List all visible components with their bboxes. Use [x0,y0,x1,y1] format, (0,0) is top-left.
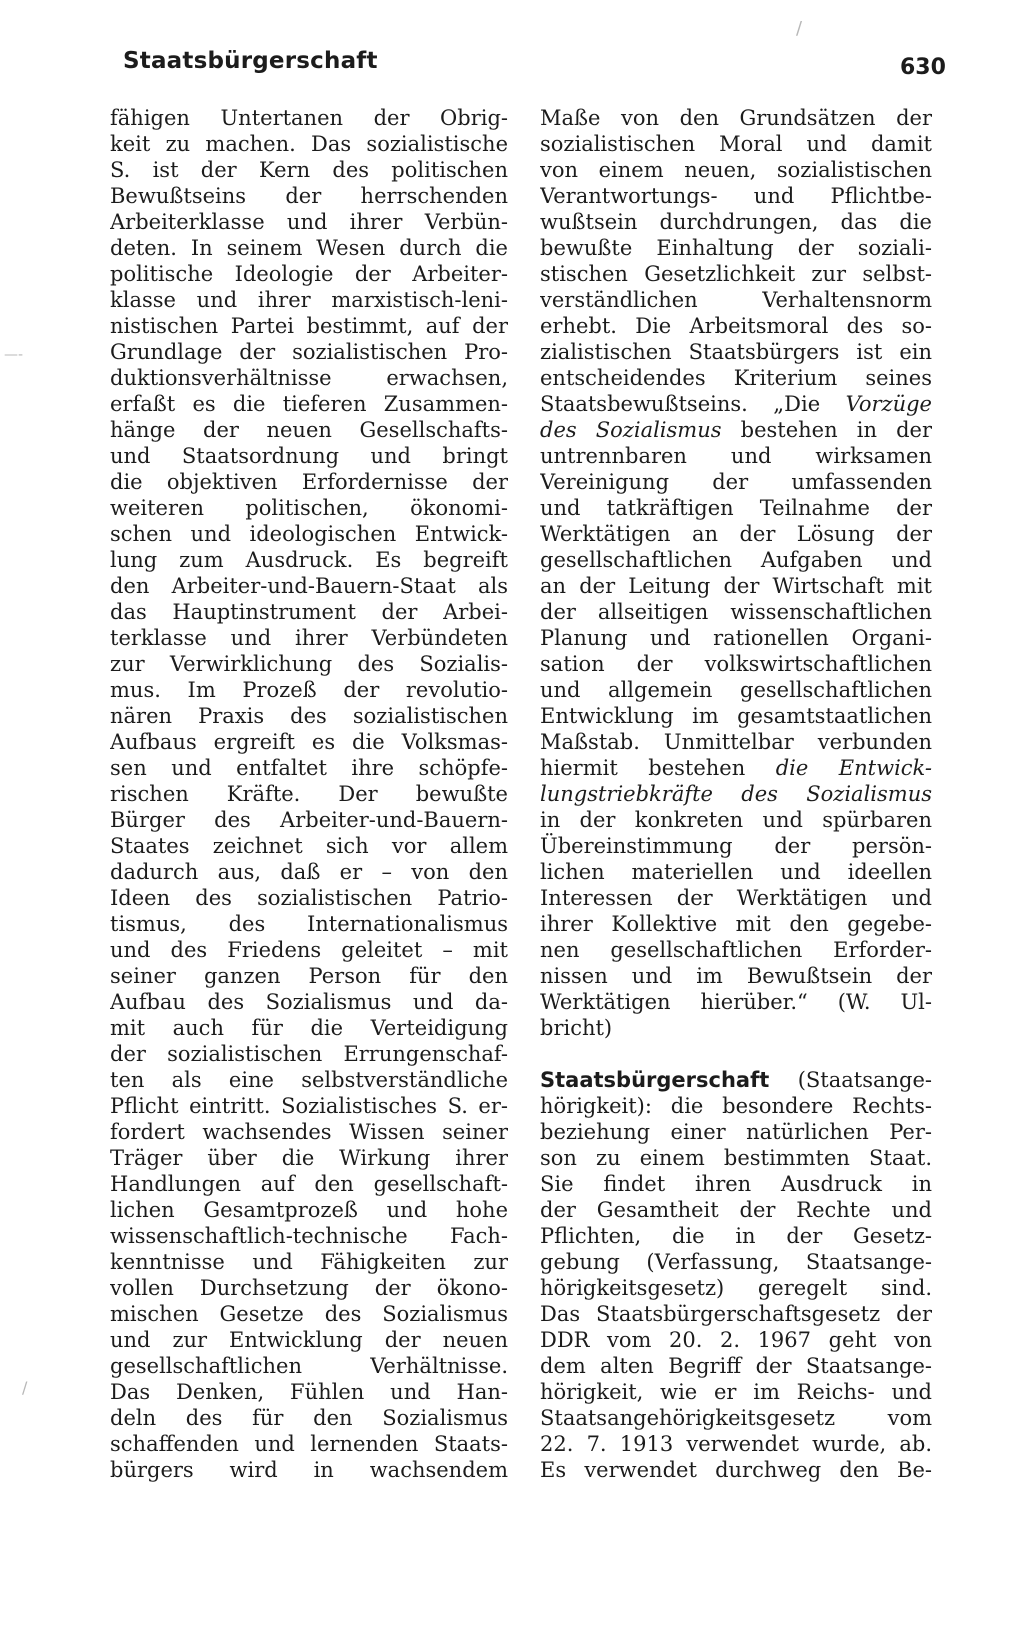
text-line: und Staatsordnung und bringt [110,444,508,468]
text-line: Übereinstimmung der persön- [540,834,932,858]
text-line: die objektiven Erfordernisse der [110,470,508,494]
text-line: in der konkreten und spürbaren [540,808,932,832]
text-line: klasse und ihrer marxistisch-leni- [110,288,508,312]
text-line: wußtsein durchdrungen, das die [540,210,932,234]
text-line: tismus, des Internationalismus [110,912,508,936]
text-run: Staatsbewußtseins. „Die [540,392,846,416]
scan-mark: —- [4,347,24,363]
text-line: Aufbaus ergreift es die Volksmas- [110,730,508,754]
text-line: duktionsverhältnisse erwachsen, [110,366,508,390]
text-line: und tatkräftigen Teilnahme der [540,496,932,520]
text-line: nissen und im Bewußtsein der [540,964,932,988]
text-line: mit auch für die Verteidigung [110,1016,508,1040]
text-line: hörigkeitsgesetz) geregelt sind. [540,1276,932,1300]
text-line: der sozialistischen Errungenschaf- [110,1042,508,1066]
emphasis-text: Vorzüge [845,392,932,416]
right-text-column [540,105,932,1483]
text-line: fähigen Untertanen der Obrig- [110,106,508,130]
text-run: (Staatsange- [769,1068,932,1092]
text-line: verständlichen Verhaltensnorm [540,288,932,312]
text-line: fordert wachsendes Wissen seiner [110,1120,508,1144]
text-line: Interessen der Werktätigen und [540,886,932,910]
running-header-title: Staatsbürgerschaft [123,48,378,74]
text-line: entscheidendes Kriterium seines [540,366,932,390]
emphasis-text: die Entwick- [775,756,932,780]
text-line [540,417,932,443]
text-line: Entwicklung im gesamtstaatlichen [540,704,932,728]
text-line: beziehung einer natürlichen Per- [540,1120,932,1144]
text-line: kenntnisse und Fähigkeiten zur [110,1250,508,1274]
text-line: Staates zeichnet sich vor allem [110,834,508,858]
entry-heading-line [540,1067,932,1093]
emphasis-text: des Sozialismus [540,418,722,442]
text-line: mischen Gesetze des Sozialismus [110,1302,508,1326]
text-line: deten. In seinem Wesen durch die [110,236,508,260]
text-line: das Hauptinstrument der Arbei- [110,600,508,624]
text-line: hänge der neuen Gesellschafts- [110,418,508,442]
text-line: politische Ideologie der Arbeiter- [110,262,508,286]
text-line: gebung (Verfassung, Staatsange- [540,1250,932,1274]
text-line: Das Denken, Fühlen und Han- [110,1380,508,1404]
text-line: sen und entfaltet ihre schöpfe- [110,756,508,780]
text-line: Pflicht eintritt. Sozialistisches S. er- [110,1094,508,1118]
text-line: terklasse und ihrer Verbündeten [110,626,508,650]
text-line: 22. 7. 1913 verwendet wurde, ab. [540,1432,932,1456]
text-line: Planung und rationellen Organi- [540,626,932,650]
text-line: Staatsangehörigkeitsgesetz vom [540,1406,932,1430]
text-line: lichen materiellen und ideellen [540,860,932,884]
entry-headword: Staatsbürgerschaft [540,1068,770,1092]
text-line: rischen Kräfte. Der bewußte [110,782,508,806]
text-line: mus. Im Prozeß der revolutio- [110,678,508,702]
scan-mark: / [22,1378,28,1397]
text-line: sation der volkswirtschaftlichen [540,652,932,676]
text-line: gesellschaftlichen Verhältnisse. [110,1354,508,1378]
text-line: der Gesamtheit der Rechte und [540,1198,932,1222]
text-line: erhebt. Die Arbeitsmoral des so- [540,314,932,338]
text-line: schaffenden und lernenden Staats- [110,1432,508,1456]
text-line: nen gesellschaftlichen Erforder- [540,938,932,962]
text-line: zur Verwirklichung des Sozialis- [110,652,508,676]
emphasis-text: lungstriebkräfte des Sozialismus [540,782,932,806]
text-line: der allseitigen wissenschaftlichen [540,600,932,624]
text-line: stischen Gesetzlichkeit zur selbst- [540,262,932,286]
text-line: nären Praxis des sozialistischen [110,704,508,728]
text-line: untrennbaren und wirksamen [540,444,932,468]
text-line: und des Friedens geleitet – mit [110,938,508,962]
text-line: DDR vom 20. 2. 1967 geht von [540,1328,932,1352]
text-line: Grundlage der sozialistischen Pro- [110,340,508,364]
text-line: Bewußtseins der herrschenden [110,184,508,208]
text-line: ten als eine selbstverständliche [110,1068,508,1092]
text-line: ihrer Kollektive mit den gegebe- [540,912,932,936]
text-line: Vereinigung der umfassenden [540,470,932,494]
text-line: bricht) [540,1016,613,1040]
text-line: Pflichten, die in der Gesetz- [540,1224,932,1248]
text-line: Bürger des Arbeiter-und-Bauern- [110,808,508,832]
text-line: vollen Durchsetzung der ökono- [110,1276,508,1300]
paragraph-gap [540,1041,932,1067]
text-line: erfaßt es die tieferen Zusammen- [110,392,508,416]
text-line: Ideen des sozialistischen Patrio- [110,886,508,910]
text-line: seiner ganzen Person für den [110,964,508,988]
text-line: dadurch aus, daß er – von den [110,860,508,884]
text-line [540,755,932,781]
text-line: an der Leitung der Wirtschaft mit [540,574,932,598]
text-line: gesellschaftlichen Aufgaben und [540,548,932,572]
text-line: schen und ideologischen Entwick- [110,522,508,546]
text-line: Maße von den Grundsätzen der [540,106,932,130]
text-line: dem alten Begriff der Staatsange- [540,1354,932,1378]
text-line: sozialistischen Moral und damit [540,132,932,156]
text-line: lichen Gesamtprozeß und hohe [110,1198,508,1222]
text-run: hiermit bestehen [540,756,776,780]
scan-mark: / [796,18,803,39]
text-line: Handlungen auf den gesellschaft- [110,1172,508,1196]
page-number: 630 [900,55,946,80]
text-line: den Arbeiter-und-Bauern-Staat als [110,574,508,598]
text-line [540,391,932,417]
text-line: Werktätigen an der Lösung der [540,522,932,546]
text-line: bürgers wird in wachsendem [110,1458,508,1482]
text-line: hörigkeit, wie er im Reichs- und [540,1380,932,1404]
text-line: Arbeiterklasse und ihrer Verbün- [110,210,508,234]
text-line: lung zum Ausdruck. Es begreift [110,548,508,572]
text-line: weiteren politischen, ökonomi- [110,496,508,520]
text-line: Es verwendet durchweg den Be- [540,1458,932,1482]
text-run: bestehen in der [721,418,932,442]
left-text-column [110,105,508,1483]
text-line: von einem neuen, sozialistischen [540,158,932,182]
text-line: nistischen Partei bestimmt, auf der [110,314,508,338]
text-line: Sie findet ihren Ausdruck in [540,1172,932,1196]
text-line: S. ist der Kern des politischen [110,158,508,182]
text-line: keit zu machen. Das sozialistische [110,132,508,156]
text-line: Maßstab. Unmittelbar verbunden [540,730,932,754]
text-line: Das Staatsbürgerschaftsgesetz der [540,1302,932,1326]
text-line: und zur Entwicklung der neuen [110,1328,508,1352]
text-line: und allgemein gesellschaftlichen [540,678,932,702]
text-line: zialistischen Staatsbürgers ist ein [540,340,932,364]
text-line: Aufbau des Sozialismus und da- [110,990,508,1014]
text-line: Träger über die Wirkung ihrer [110,1146,508,1170]
text-line: Verantwortungs- und Pflichtbe- [540,184,932,208]
text-line: deln des für den Sozialismus [110,1406,508,1430]
text-line [540,781,932,807]
text-line: hörigkeit): die besondere Rechts- [540,1094,932,1118]
text-line: son zu einem bestimmten Staat. [540,1146,932,1170]
text-line: bewußte Einhaltung der soziali- [540,236,932,260]
text-line: Werktätigen hierüber.“ (W. Ul- [540,990,932,1014]
text-line: wissenschaftlich-technische Fach- [110,1224,508,1248]
